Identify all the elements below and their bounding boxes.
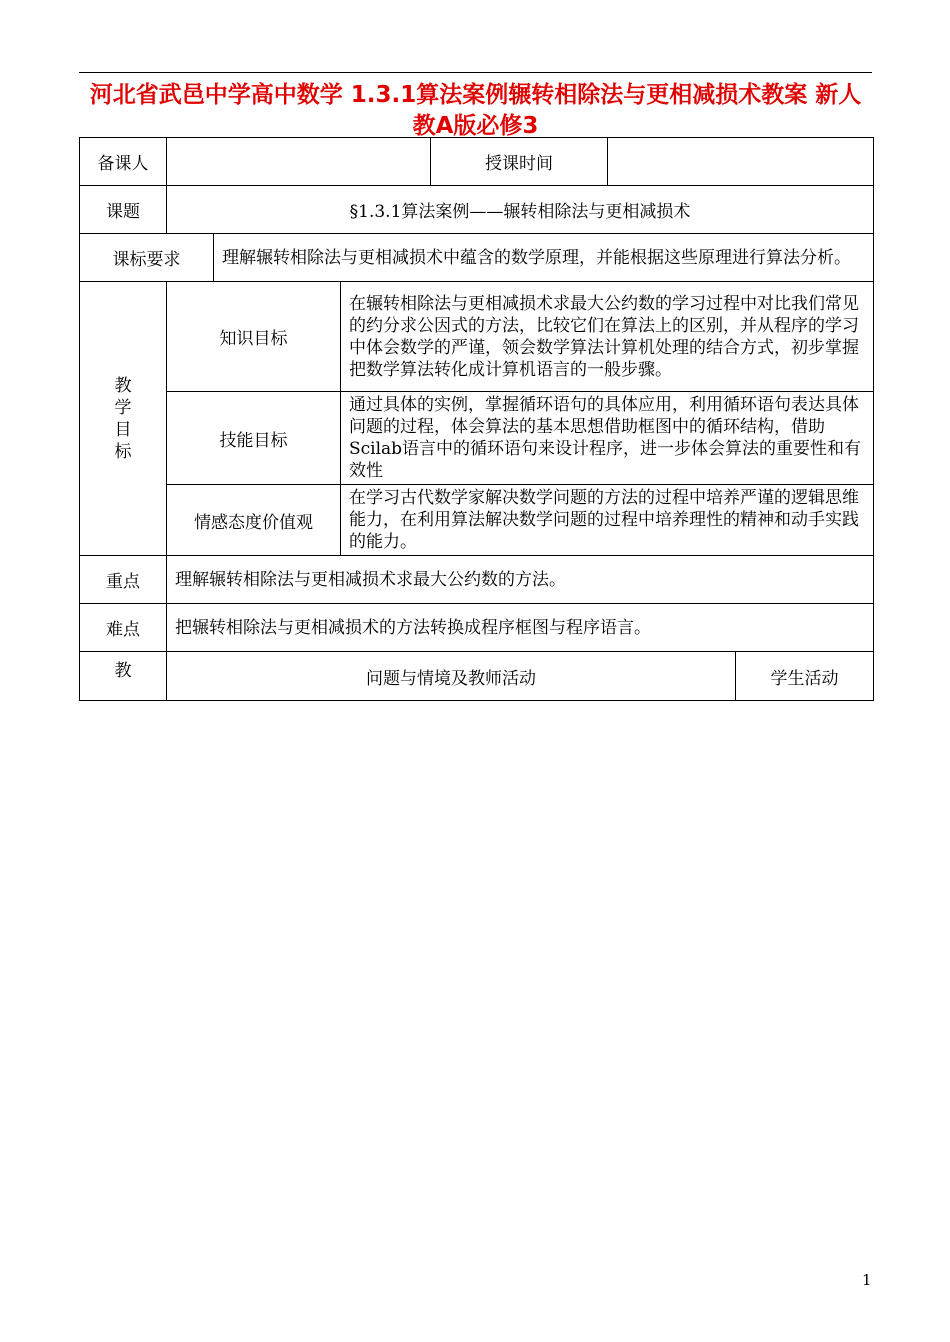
teaching-time-value [608, 138, 874, 186]
teaching-goals-label [80, 282, 167, 556]
table-row [80, 392, 874, 485]
goals-label-char: 目 [114, 419, 132, 440]
table-row [80, 282, 874, 392]
table-row [80, 485, 874, 556]
curriculum-standard-value: 理解辗转相除法与更相减损术中蕴含的数学原理，并能根据这些原理进行算法分析。 [214, 234, 874, 282]
table-row [80, 604, 874, 652]
teacher-activity-header: 问题与情境及教师活动 [167, 652, 736, 701]
table-row [80, 556, 874, 604]
difficulty-label: 难点 [80, 604, 167, 652]
table-row [80, 652, 874, 701]
table-row [80, 186, 874, 234]
teaching-time-label: 授课时间 [431, 138, 608, 186]
header-rule [79, 72, 872, 73]
emotion-goal-value: 在学习古代数学家解决数学问题的方法的过程中培养严谨的逻辑思维能力，在利用算法解决数学问题的过程中培养理性的精神和动手实践的能力。 [341, 485, 874, 556]
table-row [80, 234, 874, 282]
preparer-value [167, 138, 431, 186]
knowledge-goal-label: 知识目标 [167, 282, 341, 392]
knowledge-goal-value: 在辗转相除法与更相减损术求最大公约数的学习过程中对比我们常见的约分求公因式的方法，比较它们在算法上的区别，并从程序的学习中体会数学的严谨，领会数学算法计算机处理的结合方式，初步掌握把数学算法转化成计算机语言的一般步骤。 [341, 282, 874, 392]
student-activity-header: 学生活动 [736, 652, 874, 701]
skill-goal-label: 技能目标 [167, 392, 341, 485]
key-point-value: 理解辗转相除法与更相减损术求最大公约数的方法。 [167, 556, 874, 604]
goals-label-char: 教 [114, 375, 132, 396]
difficulty-value: 把辗转相除法与更相减损术的方法转换成程序框图与程序语言。 [167, 604, 874, 652]
page-number: 1 [862, 1271, 872, 1289]
curriculum-standard-label: 课标要求 [80, 234, 214, 282]
topic-label: 课题 [80, 186, 167, 234]
skill-goal-value: 通过具体的实例，掌握循环语句的具体应用，利用循环语句表达具体问题的过程，体会算法的基本思想借助框图中的循环结构，借助Scilab语言中的循环语句来设计程序，进一步体会算法的重要性和有效性 [341, 392, 874, 485]
emotion-goal-label: 情感态度价值观 [167, 485, 341, 556]
goals-label-char: 标 [114, 441, 132, 462]
lesson-plan-table [79, 137, 874, 701]
goals-label-char: 学 [114, 397, 132, 418]
topic-value: §1.3.1算法案例——辗转相除法与更相减损术 [167, 186, 874, 234]
teaching-process-label: 教 [80, 652, 167, 701]
document-title: 河北省武邑中学高中数学 1.3.1算法案例辗转相除法与更相减损术教案 新人教A版必修3 [89, 82, 862, 139]
key-point-label: 重点 [80, 556, 167, 604]
preparer-label: 备课人 [80, 138, 167, 186]
table-row [80, 138, 874, 186]
